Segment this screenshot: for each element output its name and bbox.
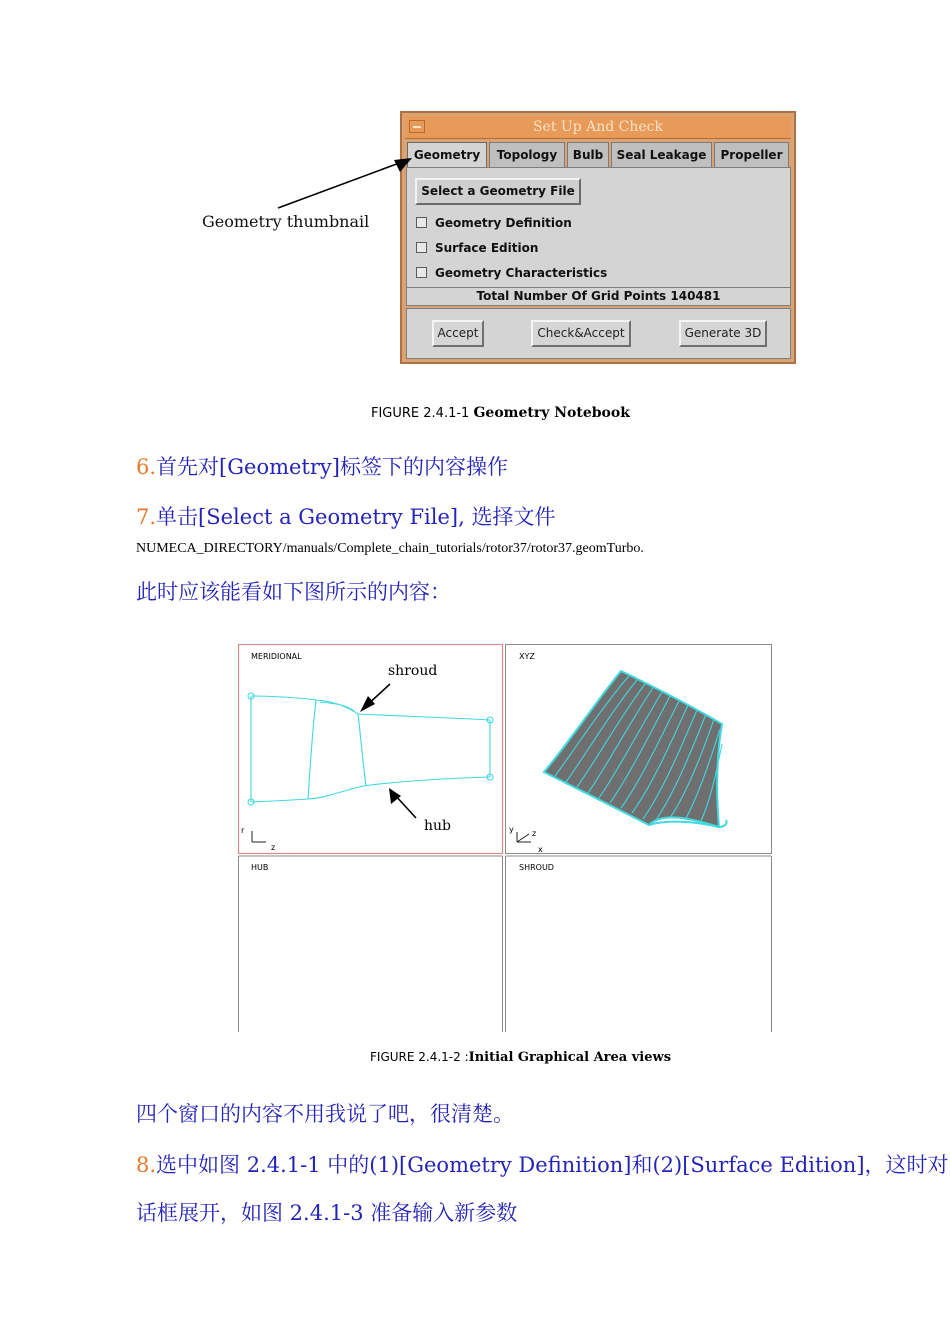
axis-r-label: r: [241, 826, 245, 835]
step-number: 8.: [136, 1153, 157, 1177]
dialog-footer: [406, 308, 791, 359]
axis-z-label: z: [532, 829, 537, 838]
figure-2-title: Initial Graphical Area views: [468, 1050, 672, 1065]
step-7-paragraph: [136, 501, 555, 531]
step-text: 单击[Select a Geometry File], 选择文件: [156, 505, 556, 529]
setup-check-dialog: [400, 111, 796, 364]
step-number: 7.: [136, 505, 157, 529]
accept-button[interactable]: Accept: [432, 320, 484, 347]
meridional-view-frame: [239, 645, 503, 854]
hub-annotation: hub: [424, 818, 451, 834]
geometry-file-path: NUMECA_DIRECTORY/manuals/Complete_chain_tutorials/rotor37/rotor37.geomTurbo.: [136, 541, 644, 556]
view-intro-paragraph: 此时应该能看如下图所示的内容：: [136, 580, 451, 604]
step-8-continuation: 话框展开，如图 2.4.1-3 准备输入新参数: [136, 1201, 518, 1225]
figure-1-title: Geometry Notebook: [473, 405, 630, 421]
tab-seal-leakage[interactable]: Seal Leakage: [611, 142, 712, 167]
geometry-tab-panel: [406, 167, 791, 288]
shroud-view-label: SHROUD: [519, 863, 554, 872]
geometry-characteristics-checkbox[interactable]: [416, 263, 607, 283]
xyz-view-label: XYZ: [519, 652, 535, 661]
meridional-view-label: MERIDIONAL: [251, 652, 302, 661]
geometry-thumbnail-callout: Geometry thumbnail: [202, 212, 370, 231]
checkbox-label: Surface Edition: [435, 241, 539, 255]
tab-topology[interactable]: Topology: [489, 142, 565, 167]
check-accept-button[interactable]: Check&Accept: [531, 320, 631, 347]
hub-view-label: HUB: [251, 863, 269, 872]
checkbox-label: Geometry Characteristics: [435, 266, 608, 280]
figure-1-caption: [371, 405, 630, 421]
tab-geometry[interactable]: Geometry: [407, 142, 487, 169]
step-text: 选中如图 2.4.1-1 中的(1)[Geometry Definition]和(2)[Surface Edition]，这时对: [156, 1153, 949, 1177]
checkbox-label: Geometry Definition: [435, 216, 572, 230]
checkbox-icon[interactable]: [416, 242, 427, 253]
axis-y-label: y: [509, 825, 514, 834]
four-windows-paragraph: 四个窗口的内容不用我说了吧，很清楚。: [136, 1102, 514, 1126]
grid-points-status: Total Number Of Grid Points 140481: [406, 288, 791, 306]
figure-1-label: FIGURE 2.4.1-1: [371, 406, 470, 421]
dialog-title: Set Up And Check: [532, 119, 664, 135]
surface-edition-checkbox[interactable]: [416, 238, 538, 258]
step-8-paragraph: [136, 1149, 949, 1179]
checkbox-icon[interactable]: [416, 267, 427, 278]
axis-x-label: x: [538, 845, 543, 854]
axis-z-label: z: [271, 843, 276, 852]
step-text: 首先对[Geometry]标签下的内容操作: [156, 455, 508, 479]
callout-arrow: [270, 150, 420, 220]
tab-propeller[interactable]: Propeller: [714, 142, 789, 167]
figure-2-caption: [370, 1050, 671, 1065]
generate-3d-button[interactable]: Generate 3D: [679, 320, 767, 347]
graphical-area-views: [238, 644, 772, 1032]
geometry-definition-checkbox[interactable]: [416, 213, 572, 233]
step-6-paragraph: [136, 451, 508, 481]
step-number: 6.: [136, 455, 157, 479]
shroud-annotation: shroud: [388, 663, 438, 679]
figure-2-label: FIGURE 2.4.1-2 :: [370, 1050, 469, 1064]
select-geometry-file-button[interactable]: Select a Geometry File: [415, 178, 581, 205]
dialog-titlebar[interactable]: [405, 116, 791, 139]
tab-bulb[interactable]: Bulb: [567, 142, 609, 167]
